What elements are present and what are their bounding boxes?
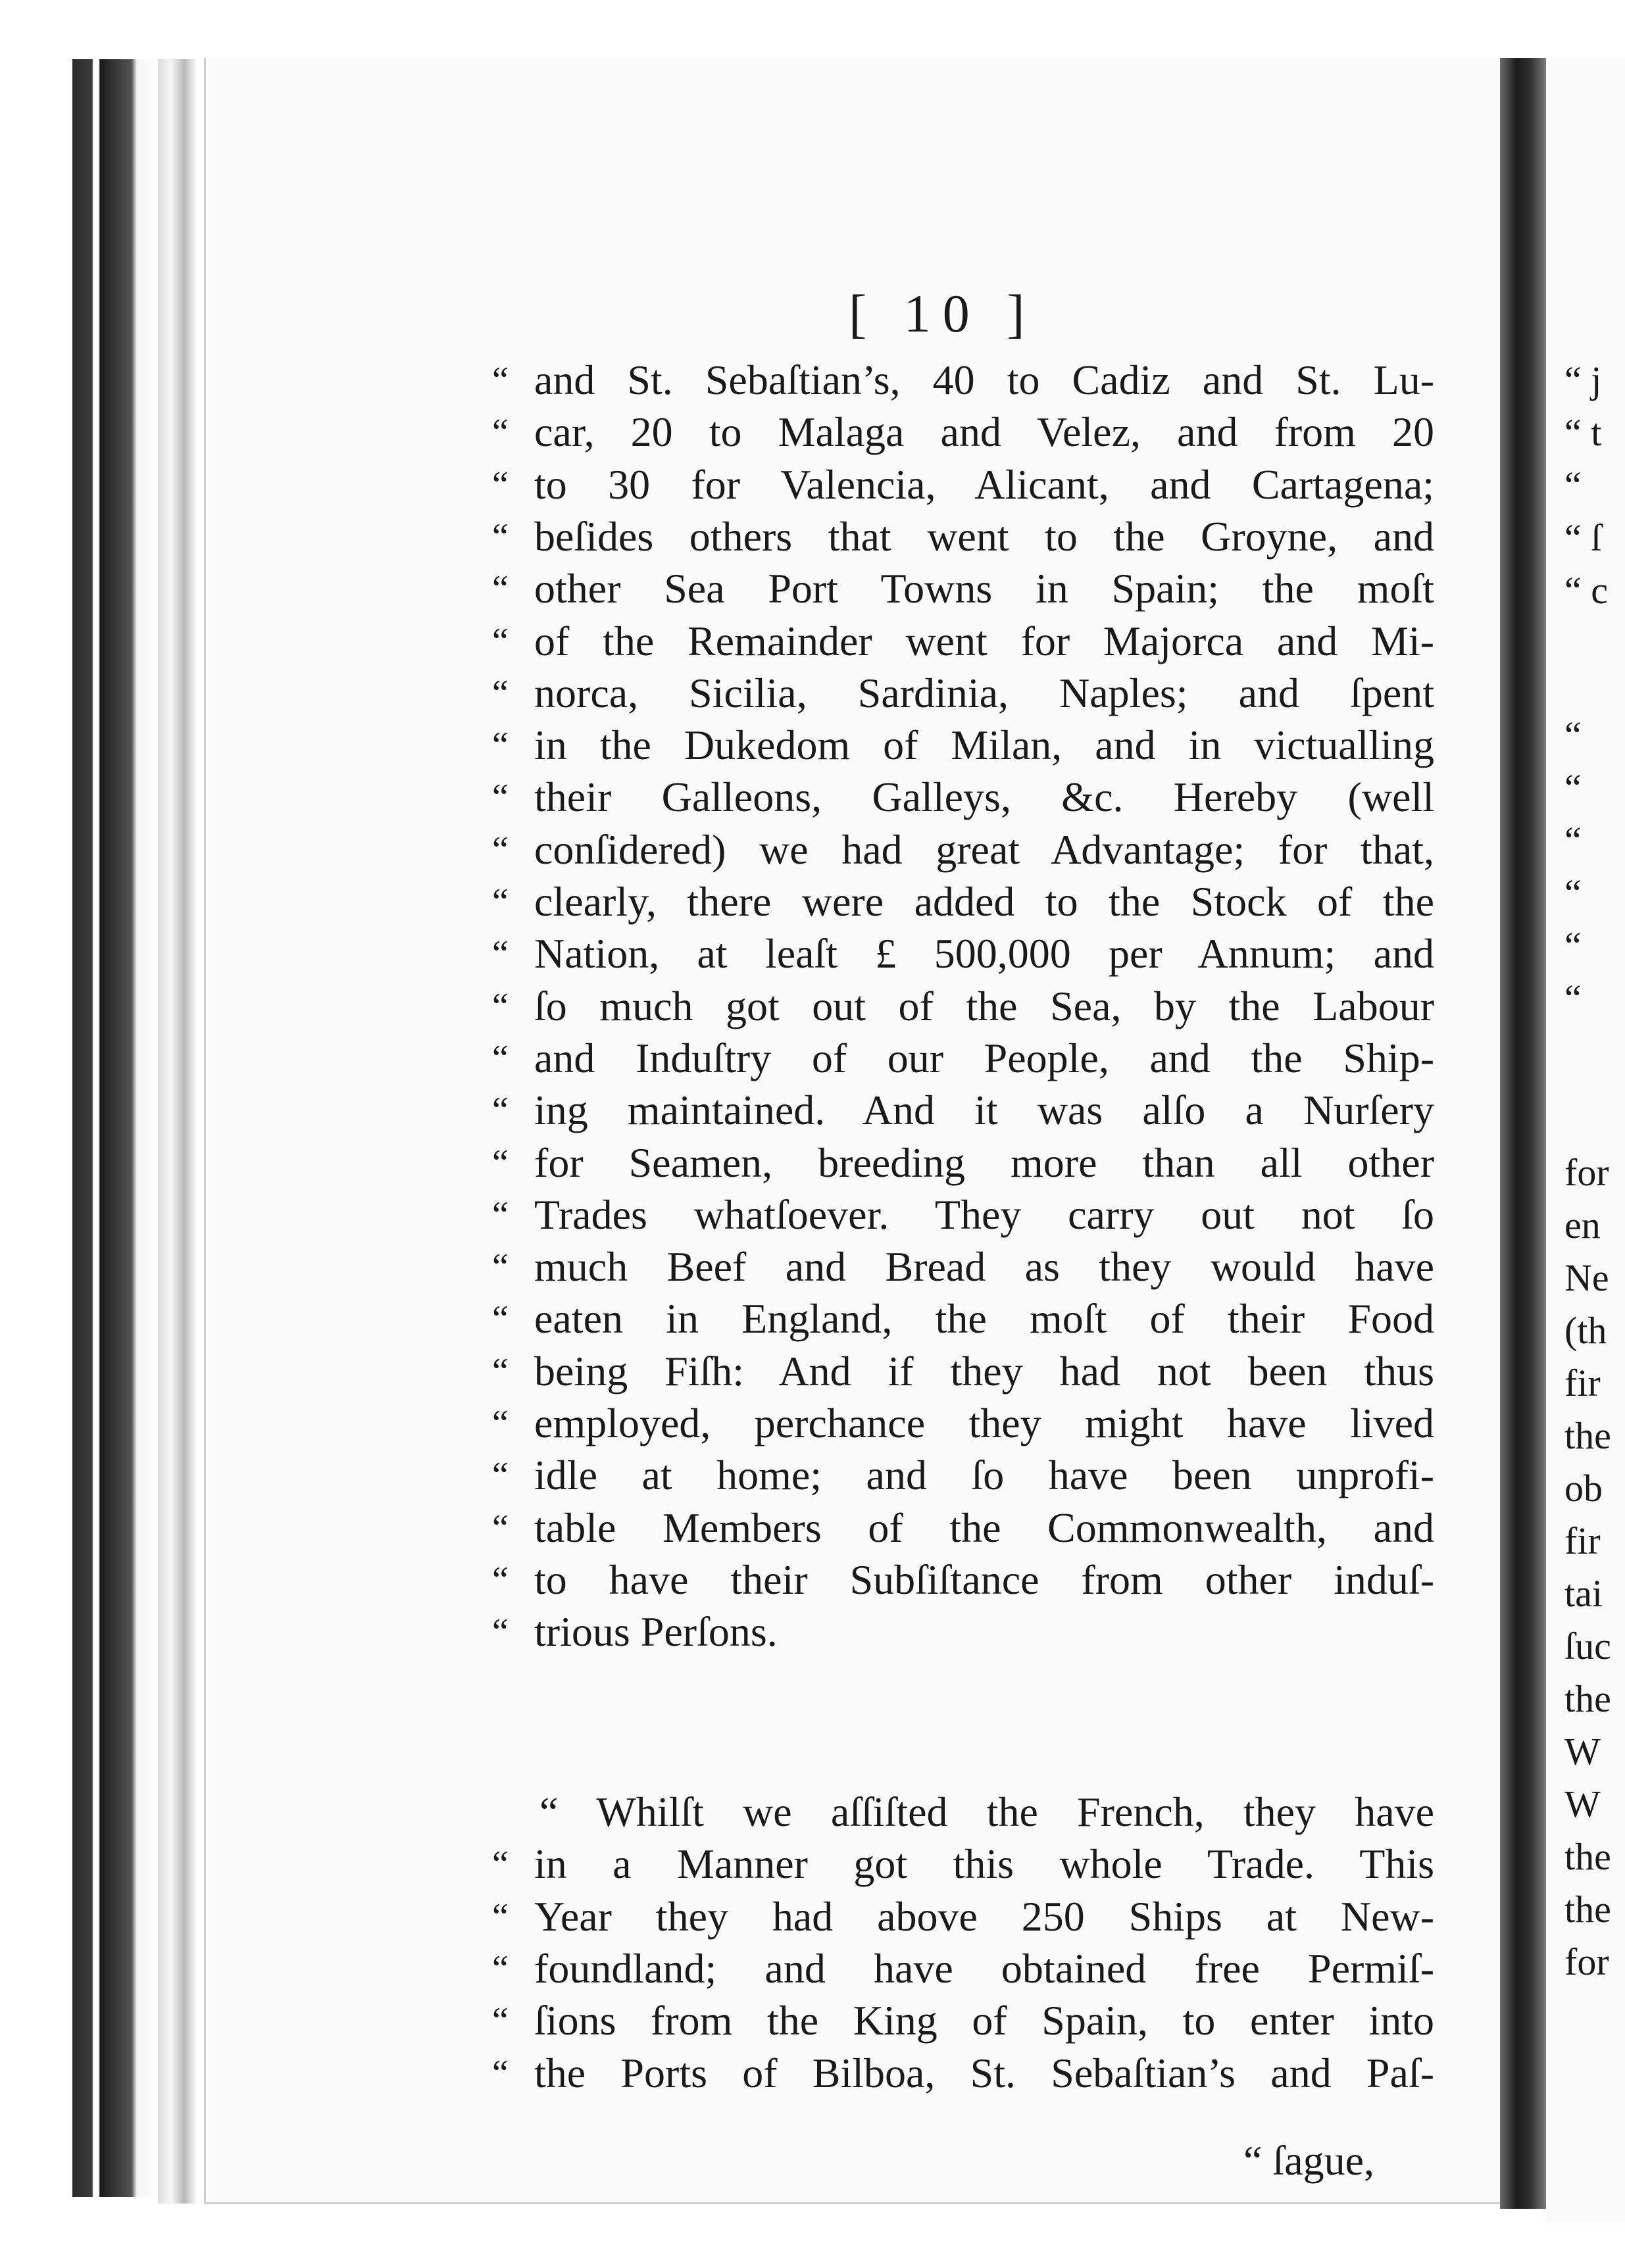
- quote-mark: “: [492, 568, 509, 610]
- facing-page-fragment: the: [1564, 1677, 1611, 1720]
- text-line: being Fiſh: And if they had not been thus: [534, 1347, 1434, 1394]
- facing-page-fragment: “: [1564, 977, 1582, 1020]
- quote-mark: “: [492, 1298, 509, 1340]
- facing-page-fragment: “ j: [1564, 358, 1602, 401]
- quote-mark: “: [492, 1559, 509, 1600]
- facing-page-fragment: “: [1564, 464, 1582, 506]
- text-line: Year they had above 250 Ships at New-: [534, 1892, 1434, 1940]
- quote-mark: “: [492, 777, 509, 818]
- quote-mark: “: [492, 2000, 509, 2042]
- quote-mark: “: [492, 1455, 509, 1496]
- text-line: of the Remainder went for Majorca and Mi-: [534, 617, 1434, 664]
- quote-mark: “: [492, 1194, 509, 1235]
- text-line: the Ports of Bilboa, St. Sebaſtian’s and Paſ-: [534, 2049, 1434, 2096]
- quote-mark: “: [492, 881, 509, 922]
- quote-mark: “: [492, 725, 509, 766]
- quote-mark: “: [492, 1090, 509, 1131]
- facing-page-fragment: for: [1564, 1151, 1609, 1194]
- text-line: and St. Sebaſtian’s, 40 to Cadiz and St. Lu-: [534, 357, 1434, 403]
- text-line: trious Perſons.: [534, 1608, 778, 1656]
- text-line: ſions from the King of Spain, to enter into: [534, 1997, 1434, 2044]
- text-line: other Sea Port Towns in Spain; the moſt: [534, 565, 1434, 612]
- text-line: foundland; and have obtained free Permiſ-: [534, 1944, 1434, 1992]
- quote-mark: “: [492, 1896, 509, 1937]
- quote-mark: “: [492, 672, 509, 714]
- text-line: Nation, at leaſt £ 500,000 per Annum; and: [534, 930, 1434, 977]
- quote-mark: “: [492, 985, 509, 1027]
- text-line: and Induſtry of our People, and the Ship-: [534, 1034, 1434, 1081]
- text-line: norca, Sicilia, Sardinia, Naples; and ſpent: [534, 669, 1434, 716]
- facing-page-fragment: ſuc: [1564, 1625, 1611, 1667]
- text-line: eaten in England, the moſt of their Food: [534, 1295, 1434, 1343]
- facing-page-fragment: W: [1564, 1783, 1601, 1825]
- text-line: for Seamen, breeding more than all other: [534, 1139, 1434, 1186]
- text-line: idle at home; and ſo have been unprofi-: [534, 1452, 1434, 1499]
- facing-page-fragment: “: [1564, 766, 1582, 809]
- facing-page-fragment: tai: [1564, 1572, 1603, 1615]
- quote-mark: “: [492, 1948, 509, 1989]
- facing-page-fragment: the: [1564, 1414, 1611, 1457]
- quote-mark: “: [492, 464, 509, 505]
- quote-mark: “: [492, 1612, 509, 1653]
- text-line: in a Manner got this whole Trade. This: [534, 1840, 1434, 1888]
- facing-page-fragment: “: [1564, 872, 1582, 914]
- text-line: employed, perchance they might have lived: [534, 1400, 1434, 1446]
- text-line: beſides others that went to the Groyne, and: [534, 512, 1434, 560]
- quote-mark: “: [492, 412, 509, 453]
- page-stack-edge: [158, 59, 204, 2204]
- facing-page-fragment: “: [1564, 924, 1582, 967]
- catchword: “ ſague,: [1243, 2137, 1374, 2184]
- text-line: ing maintained. And it was alſo a Nurſery: [534, 1087, 1434, 1134]
- text-line: clearly, there were added to the Stock of the: [534, 878, 1434, 925]
- facing-page-fragment: for: [1564, 1940, 1609, 1983]
- facing-page-fragment: Ne: [1564, 1256, 1609, 1299]
- quote-mark: “: [492, 933, 509, 975]
- text-line: to 30 for Valencia, Alicant, and Cartagena;: [534, 460, 1434, 508]
- text-line: conſidered) we had great Advantage; for that,: [534, 826, 1434, 873]
- facing-page-fragment: “: [1564, 714, 1582, 756]
- quote-mark: “: [492, 620, 509, 662]
- quote-mark: “: [492, 1844, 509, 1885]
- facing-page-fragment: “: [1564, 819, 1582, 862]
- text-line: table Members of the Commonwealth, and: [534, 1504, 1434, 1551]
- facing-page-fragment: “ ſ: [1564, 516, 1602, 559]
- quote-mark: “: [492, 2052, 509, 2094]
- facing-page-fragment: (th: [1564, 1309, 1607, 1352]
- facing-page-fragment: the: [1564, 1835, 1611, 1878]
- quote-mark: “: [492, 1403, 509, 1444]
- text-line: in the Dukedom of Milan, and in victualling: [534, 722, 1434, 769]
- quote-mark: “: [492, 829, 509, 870]
- quote-mark: “: [492, 516, 509, 557]
- book-gutter: [1500, 58, 1546, 2209]
- book-cover-edge: [53, 59, 158, 2197]
- facing-page-fragment: fir: [1564, 1362, 1601, 1404]
- facing-page-fragment: en: [1564, 1204, 1601, 1246]
- text-line: ſo much got out of the Sea, by the Labour: [534, 982, 1434, 1029]
- facing-page-fragment: “ c: [1564, 569, 1608, 612]
- page-number: [ 10 ]: [849, 284, 1037, 343]
- facing-page-fragment: “ t: [1564, 411, 1602, 454]
- quote-mark: “: [492, 1507, 509, 1548]
- quote-mark: “: [492, 1037, 509, 1079]
- facing-page-fragment: the: [1564, 1888, 1611, 1931]
- text-line: Trades whatſoever. They carry out not ſo: [534, 1191, 1434, 1238]
- quote-mark: “: [492, 360, 509, 401]
- text-line: much Beef and Bread as they would have: [534, 1243, 1434, 1291]
- facing-page-fragment: ob: [1564, 1467, 1603, 1510]
- quote-mark: “: [492, 1142, 509, 1183]
- text-line: “ Whilſt we aſſiſted the French, they have: [539, 1788, 1434, 1835]
- facing-page-fragment: fir: [1564, 1519, 1601, 1562]
- text-line: to have their Subſiſtance from other induſ-: [534, 1556, 1434, 1603]
- quote-mark: “: [492, 1350, 509, 1392]
- facing-page-fragment: W: [1564, 1730, 1601, 1773]
- text-line: car, 20 to Malaga and Velez, and from 20: [534, 408, 1434, 456]
- text-line: their Galleons, Galleys, &c. Hereby (well: [534, 774, 1434, 821]
- quote-mark: “: [492, 1246, 509, 1288]
